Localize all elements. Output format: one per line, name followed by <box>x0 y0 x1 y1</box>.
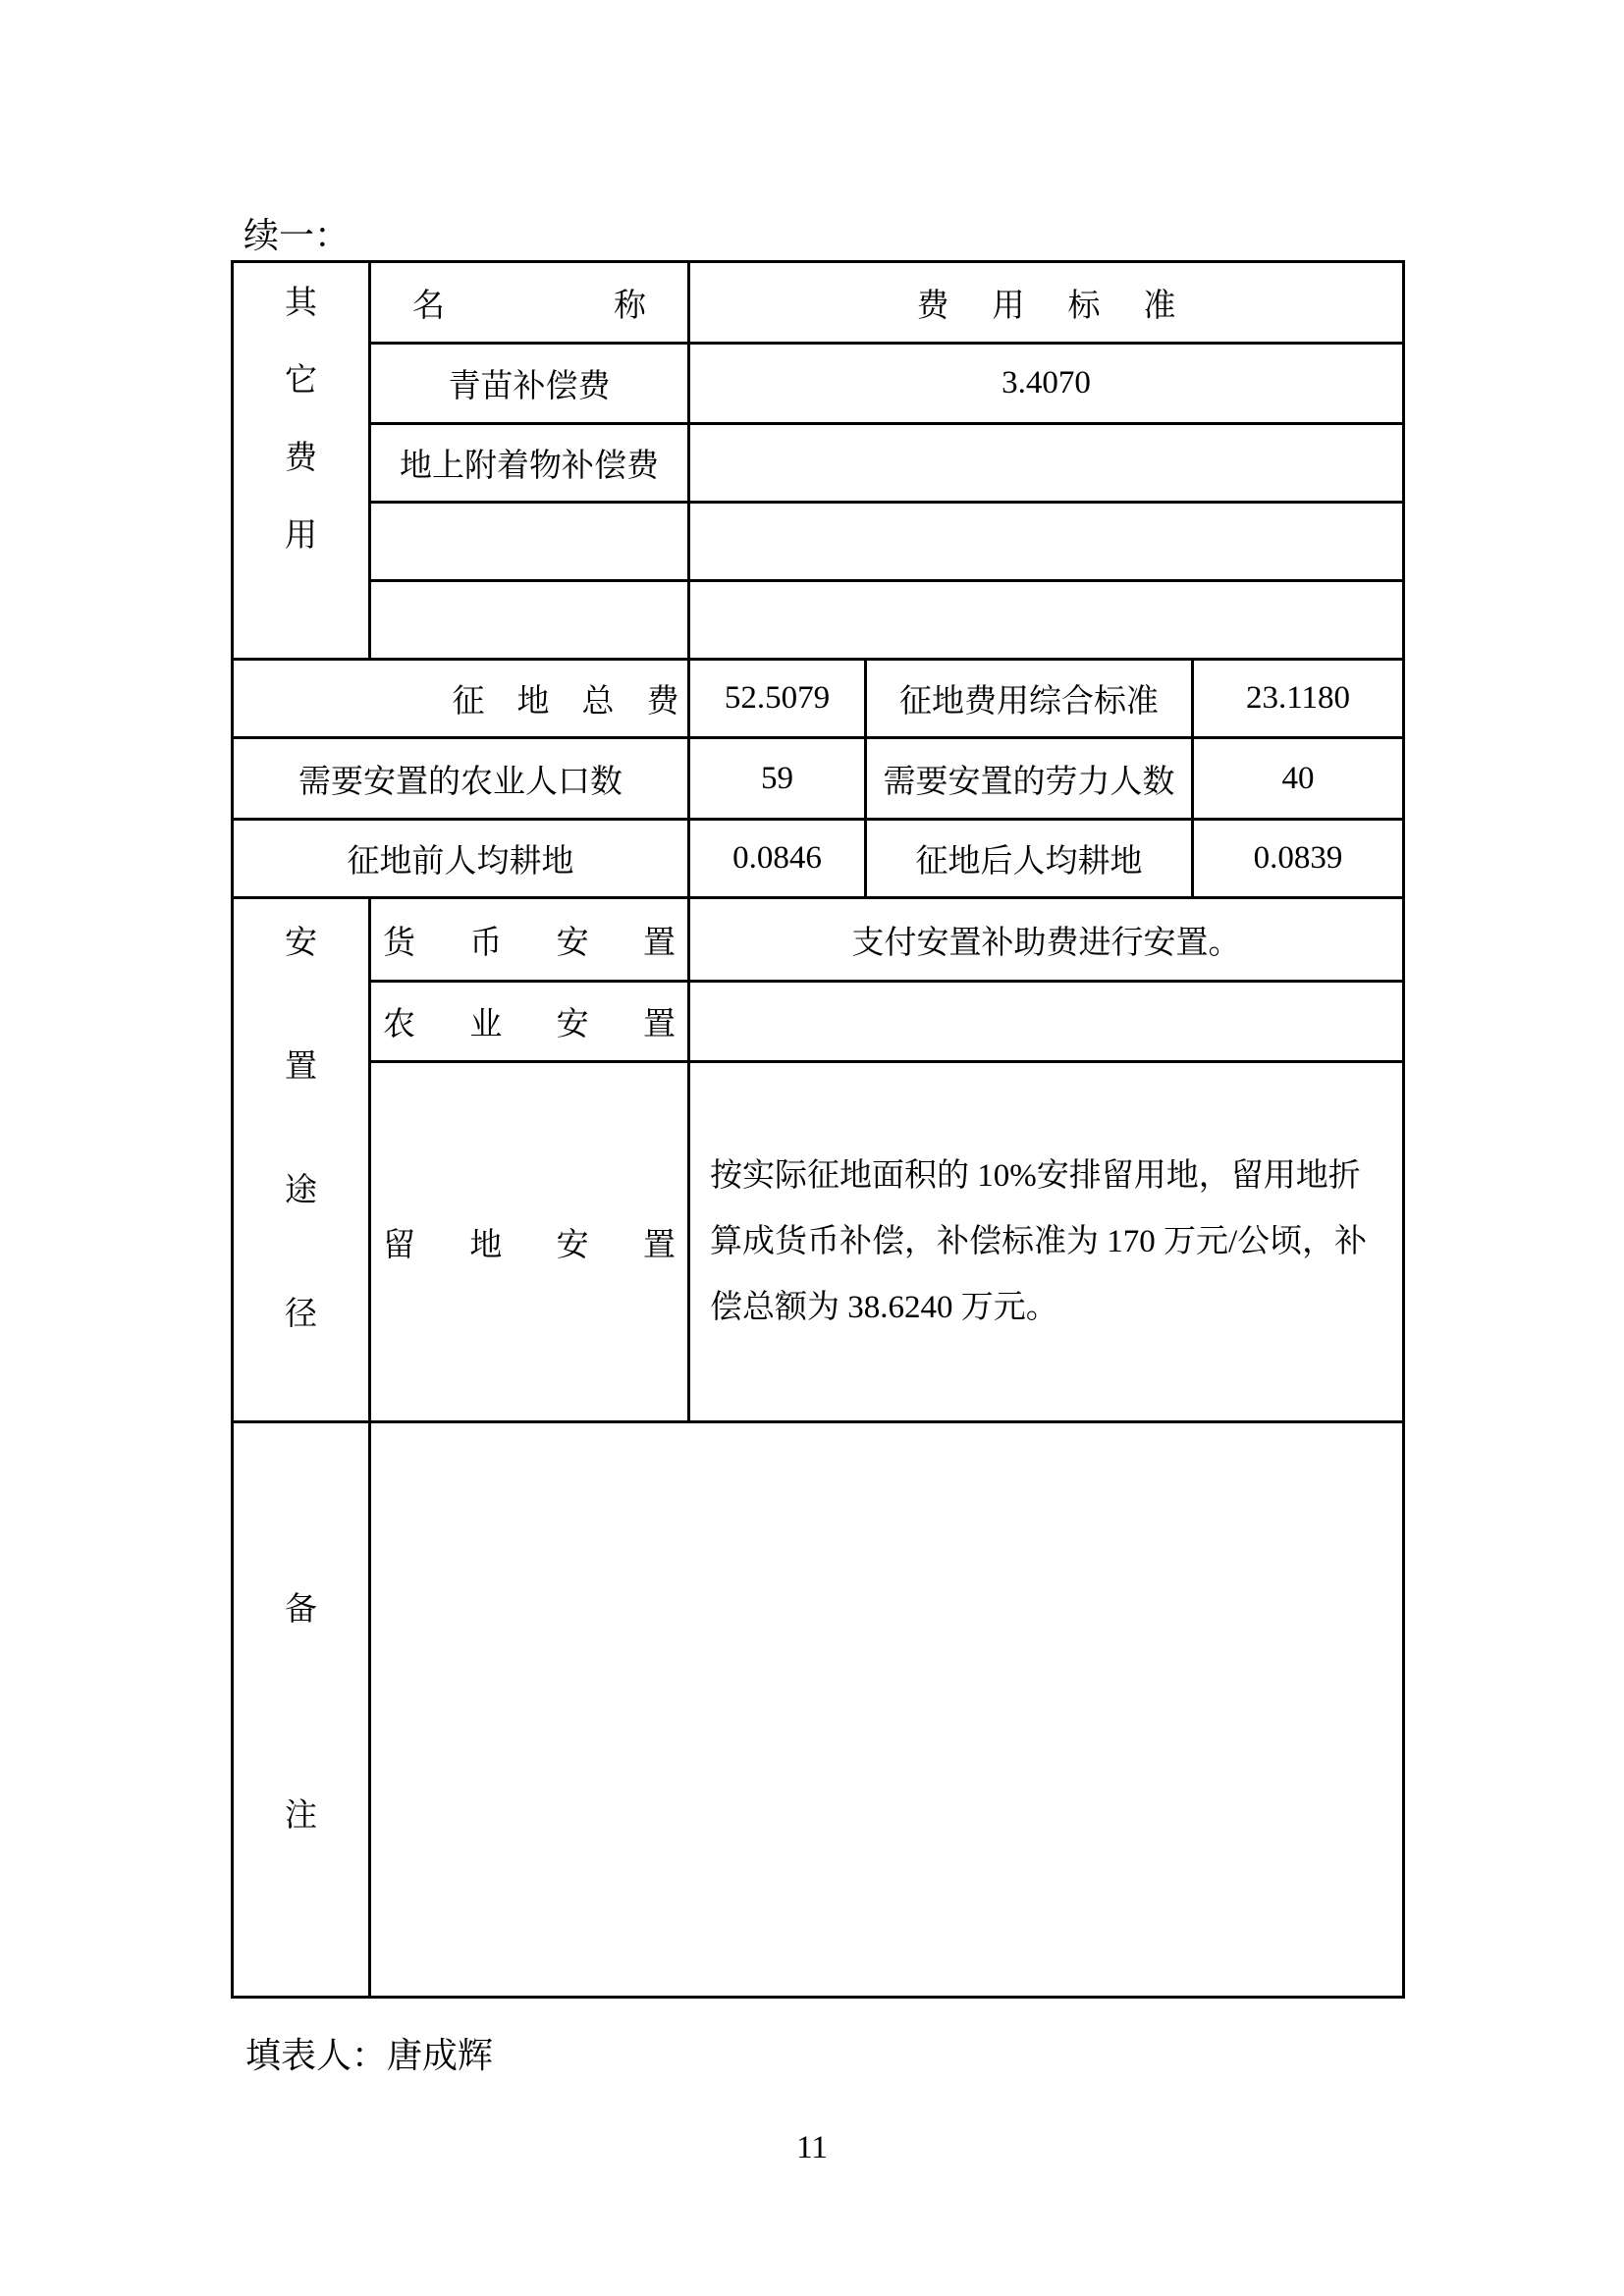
remarks-content-cell <box>370 1422 1404 1998</box>
remarks-row-header-cell <box>233 1422 370 1998</box>
reserved-land-resettlement-label-cell <box>370 1062 689 1422</box>
agricultural-resettlement-desc-cell <box>689 982 1404 1062</box>
resettlement-row-header: 安 置 途 径 <box>285 926 317 1332</box>
total-land-fee-label: 征 地 总 费 <box>452 684 679 720</box>
monetary-resettlement-label: 货 币 安 置 <box>383 925 676 961</box>
pre-land-per-capita-label: 征地前人均耕地 <box>347 844 574 880</box>
post-land-per-capita-value-cell <box>1193 820 1404 898</box>
attachments-compensation-name-cell <box>370 424 689 503</box>
pre-land-per-capita-label-cell <box>233 820 689 898</box>
name-column-header: 名 称 <box>412 288 646 324</box>
agri-population-value: 59 <box>761 760 793 796</box>
labor-count-label-cell <box>866 738 1193 820</box>
post-land-per-capita-value: 0.0839 <box>1253 840 1343 876</box>
labor-count-value: 40 <box>1281 760 1315 796</box>
other-fees-row-header: 其 它 费 用 <box>285 286 317 554</box>
other-fee-empty-name-cell <box>370 503 689 581</box>
pre-land-per-capita-value-cell <box>689 820 866 898</box>
labor-count-value-cell <box>1193 738 1404 820</box>
composite-standard-label: 征地费用综合标准 <box>899 684 1159 720</box>
form-filler-label: 填表人：唐成辉 <box>245 2036 494 2075</box>
composite-standard-value: 23.1180 <box>1245 680 1351 716</box>
continuation-label: 续一： <box>244 216 351 255</box>
agri-population-label: 需要安置的农业人口数 <box>298 764 623 800</box>
monetary-resettlement-label-cell <box>370 898 689 982</box>
fee-standard-header: 费 用 标 准 <box>916 288 1176 324</box>
total-land-fee-value: 52.5079 <box>724 680 831 716</box>
post-land-per-capita-label-cell <box>866 820 1193 898</box>
fee-standard-header-cell <box>689 262 1404 344</box>
composite-standard-label-cell <box>866 660 1193 738</box>
reserved-land-resettlement-desc-cell <box>689 1062 1404 1422</box>
pre-land-per-capita-value: 0.0846 <box>732 840 822 876</box>
attachments-compensation-label: 地上附着物补偿费 <box>400 449 659 484</box>
other-fees-row-header-cell <box>233 262 370 660</box>
total-land-fee-label-cell <box>233 660 689 738</box>
agri-population-label-cell <box>233 738 689 820</box>
crop-compensation-value: 3.4070 <box>1001 365 1091 400</box>
monetary-resettlement-desc-cell <box>689 898 1404 982</box>
labor-count-label: 需要安置的劳力人数 <box>883 764 1175 800</box>
post-land-per-capita-label: 征地后人均耕地 <box>915 844 1143 880</box>
monetary-resettlement-desc: 支付安置补助费进行安置。 <box>851 925 1241 961</box>
resettlement-row-header-cell <box>233 898 370 1422</box>
other-fee-empty-value-cell <box>689 581 1404 660</box>
total-land-fee-value-cell <box>689 660 866 738</box>
remarks-row-header: 备 注 <box>285 1592 317 1834</box>
crop-compensation-value-cell <box>689 344 1404 424</box>
name-column-header-cell <box>370 262 689 344</box>
agricultural-resettlement-label-cell <box>370 982 689 1062</box>
crop-compensation-label: 青苗补偿费 <box>448 369 611 404</box>
other-fee-empty-value-cell <box>689 503 1404 581</box>
reserved-land-resettlement-desc: 按实际征地面积的 10%安排留用地，留用地折算成货币补偿，补偿标准为 170 万元/公顷，补偿总额为 38.6240 万元。 <box>710 1157 1368 1325</box>
land-compensation-table <box>231 260 1405 1999</box>
agricultural-resettlement-label: 农 业 安 置 <box>383 1007 676 1042</box>
composite-standard-value-cell <box>1193 660 1404 738</box>
reserved-land-resettlement-label: 留 地 安 置 <box>383 1227 676 1263</box>
page-number: 11 <box>796 2130 828 2165</box>
crop-compensation-name-cell <box>370 344 689 424</box>
attachments-compensation-value-cell <box>689 424 1404 503</box>
other-fee-empty-name-cell <box>370 581 689 660</box>
agri-population-value-cell <box>689 738 866 820</box>
